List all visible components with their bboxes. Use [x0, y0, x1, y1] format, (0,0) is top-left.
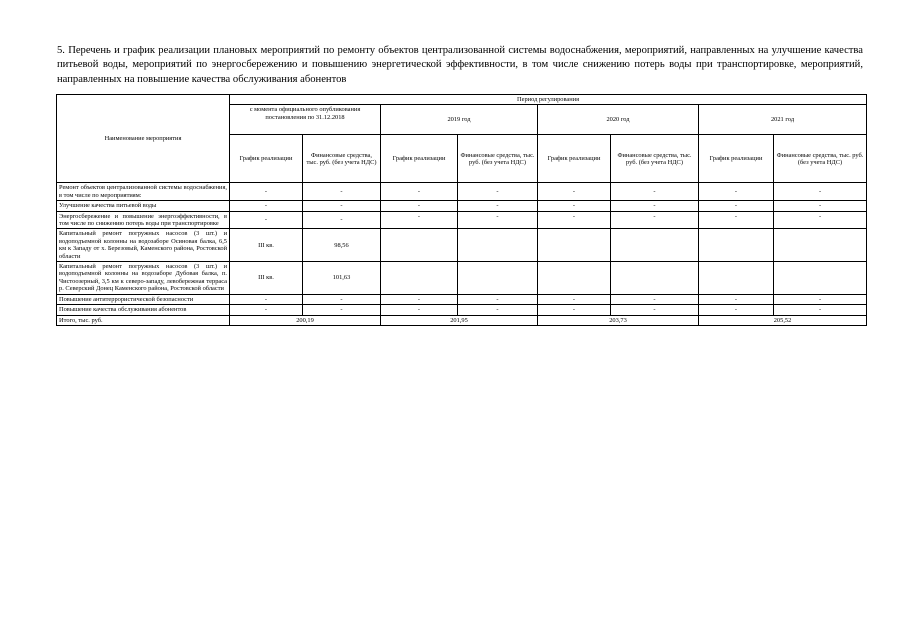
period-2020-header: 2020 год: [538, 105, 699, 135]
table-row: [57, 262, 867, 295]
table-cell: -: [381, 211, 458, 229]
table-row: [57, 211, 867, 229]
table-cell: -: [538, 183, 611, 201]
table-cell: [381, 229, 458, 262]
subheader-schedule: График реализации: [230, 135, 303, 183]
table-cell: [774, 229, 867, 262]
table-cell: -: [381, 294, 458, 304]
table-cell: [611, 262, 699, 295]
subheader-finance: Финансовые средства, тыс. руб. (без учета НДС): [303, 135, 381, 183]
table-cell: -: [699, 294, 774, 304]
subheader-schedule: График реализации: [538, 135, 611, 183]
table-cell: III кв.: [230, 262, 303, 295]
table-cell: -: [303, 211, 381, 229]
table-cell: -: [230, 305, 303, 315]
row-name: Улучшение качества питьевой воды: [57, 201, 230, 211]
table-cell: -: [611, 294, 699, 304]
row-name: Ремонт объектов централизованной системы водоснабжения, в том числе по мероприятиям:: [57, 183, 230, 201]
table-cell: -: [774, 183, 867, 201]
period-2021-header: 2021 год: [699, 105, 867, 135]
table-cell: -: [538, 211, 611, 229]
row-name: Капитальный ремонт погружных насосов (3 шт.) и водоподъемной колонны на водозаборе Дубовая балка, п. Чистоозерный, 3,5 км к северо-западу, левобережная терраса р. Северский Донец Каменского района, Ростовской области: [57, 262, 230, 295]
subheader-schedule: График реализации: [699, 135, 774, 183]
table-cell: -: [458, 211, 538, 229]
table-cell: -: [538, 294, 611, 304]
column-header-name: Наименование мероприятия: [57, 95, 230, 183]
subheader-finance: Финансовые средства, тыс. руб. (без учета НДС): [458, 135, 538, 183]
table-cell: [538, 229, 611, 262]
table-cell: [458, 229, 538, 262]
table-cell: -: [381, 201, 458, 211]
table-row: [57, 294, 867, 304]
table-cell: 98,56: [303, 229, 381, 262]
table-cell: -: [538, 305, 611, 315]
total-2020: 203,73: [538, 315, 699, 325]
table-cell: -: [230, 183, 303, 201]
table-cell: -: [458, 305, 538, 315]
total-2018: 200,19: [230, 315, 381, 325]
row-name: Капитальный ремонт погружных насосов (3 шт.) и водоподъемной колонны на водозаборе Осиновая балка, 6,5 км к Западу от х. Березовый, Каменского района, Ростовской области: [57, 229, 230, 262]
table-cell: [611, 229, 699, 262]
table-cell: -: [230, 211, 303, 229]
table-cell: -: [458, 294, 538, 304]
table-cell: [774, 262, 867, 295]
table-cell: [699, 262, 774, 295]
table-cell: -: [611, 183, 699, 201]
table-row: [57, 201, 867, 211]
table-cell: -: [538, 201, 611, 211]
row-name: Повышение антитеррористической безопасности: [57, 294, 230, 304]
total-label: Итого, тыс. руб.: [57, 315, 230, 325]
table-cell: -: [458, 183, 538, 201]
table-cell: 101,63: [303, 262, 381, 295]
table-cell: -: [699, 305, 774, 315]
table-row: [57, 305, 867, 315]
table-cell: [699, 229, 774, 262]
period-2018-header: с момента официального опубликования постановления по 31.12.2018: [230, 105, 381, 135]
subheader-schedule: График реализации: [381, 135, 458, 183]
table-cell: [538, 262, 611, 295]
table-cell: -: [611, 211, 699, 229]
table-cell: -: [303, 183, 381, 201]
table-cell: -: [699, 211, 774, 229]
table-cell: -: [774, 294, 867, 304]
total-2019: 201,95: [381, 315, 538, 325]
table-cell: -: [458, 201, 538, 211]
section-heading: 5. Перечень и график реализации плановых мероприятий по ремонту объектов централизованной системы водоснабжения, мероприятий, направленных на улучшение качества питьевой воды, мероприятий по энергосбережению и повышению энергетической эффективности, в том числе снижению потерь воды при транспортировке, мероприятий, направленных на повышение качества обслуживания абонентов: [57, 45, 863, 85]
header-row-1: [57, 95, 867, 105]
table-cell: -: [774, 201, 867, 211]
table-row: [57, 229, 867, 262]
table-cell: -: [381, 183, 458, 201]
table-cell: -: [774, 211, 867, 229]
total-2021: 205,52: [699, 315, 867, 325]
table-cell: III кв.: [230, 229, 303, 262]
table-cell: -: [699, 201, 774, 211]
row-name: Энергосбережение и повышение энергоэффективности, в том числе по снижению потерь воды при транспортировке: [57, 211, 230, 229]
period-2019-header: 2019 год: [381, 105, 538, 135]
table-row: [57, 183, 867, 201]
table-cell: [458, 262, 538, 295]
table-cell: [381, 262, 458, 295]
table-cell: -: [699, 183, 774, 201]
table-cell: -: [230, 294, 303, 304]
table-cell: -: [611, 305, 699, 315]
subheader-finance: Финансовые средства, тыс. руб. (без учета НДС): [611, 135, 699, 183]
plan-table: [56, 94, 867, 326]
table-cell: -: [774, 305, 867, 315]
table-cell: -: [230, 201, 303, 211]
table-cell: -: [303, 201, 381, 211]
total-row: [57, 315, 867, 325]
row-name: Повышение качества обслуживания абонентов: [57, 305, 230, 315]
table-cell: -: [303, 305, 381, 315]
table-cell: -: [611, 201, 699, 211]
table-cell: -: [381, 305, 458, 315]
period-header: Период регулирования: [230, 95, 867, 105]
subheader-finance: Финансовые средства, тыс. руб. (без учета НДС): [774, 135, 867, 183]
table-cell: -: [303, 294, 381, 304]
